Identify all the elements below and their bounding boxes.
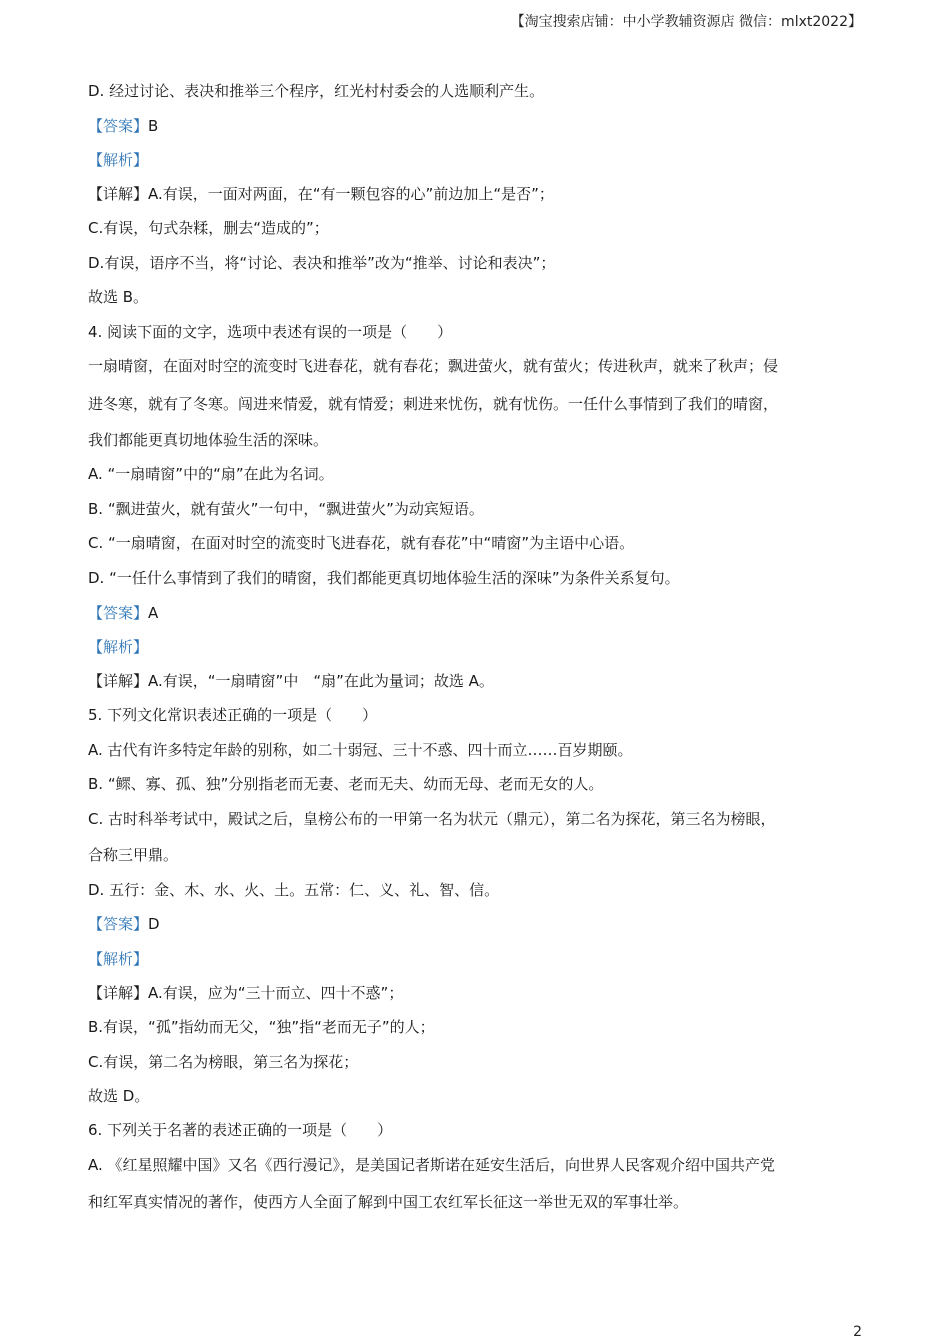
q3-detail-d: D.有误，语序不当，将“讨论、表决和推举”改为“推举、讨论和表决”；: [88, 254, 556, 272]
q5-option-d: D. 五行：金、木、水、火、土。五常：仁、义、礼、智、信。: [88, 881, 500, 899]
q3-option-d: D. 经过讨论、表决和推举三个程序，红光村村委会的人选顺利产生。: [88, 82, 545, 100]
q5-option-b: B. “鳏、寡、孤、独”分别指老而无妻、老而无夫、幼而无母、老而无女的人。: [88, 775, 604, 793]
q5-detail-b: B.有误，“孤”指幼而无父，“独”指“老而无子”的人；: [88, 1018, 435, 1036]
q4-analysis: [88, 637, 148, 657]
q5-analysis: [88, 949, 148, 969]
page-header: 【淘宝搜索店铺：中小学教辅资源店 微信：mlxt2022】: [510, 14, 862, 30]
q6-option-a-cont: 和红军真实情况的著作，使西方人全面了解到中国工农红军长征这一举世无双的军事壮举。: [88, 1193, 689, 1211]
q4-stem: 4. 阅读下面的文字，选项中表述有误的一项是（ ）: [88, 323, 453, 341]
answer-value: B: [148, 117, 159, 135]
q4-passage-line: 进冬寒，就有了冬寒。闯进来情爱，就有情爱；刺进来忧伤，就有忧伤。一任什么事情到了我们的晴窗，: [88, 395, 779, 413]
q5-option-a: A. 古代有许多特定年龄的别称，如二十弱冠、三十不惑、四十而立……百岁期颐。: [88, 741, 633, 759]
q6-stem: 6. 下列关于名著的表述正确的一项是（ ）: [88, 1121, 393, 1139]
q3-conclusion: 故选 B。: [88, 288, 149, 306]
analysis-tag: 【解析】: [88, 638, 149, 656]
q3-detail-a: [88, 184, 554, 204]
analysis-tag: 【解析】: [88, 950, 149, 968]
q5-option-c-cont: 合称三甲鼎。: [88, 846, 179, 864]
q3-answer: [88, 116, 158, 136]
answer-tag: 【答案】: [88, 604, 149, 622]
answer-tag: 【答案】: [88, 915, 149, 933]
q3-detail-c: C.有误，句式杂糅，删去“造成的”；: [88, 219, 329, 237]
detail-tag: 【详解】: [88, 672, 149, 690]
q4-option-c: C. “一扇晴窗，在面对时空的流变时飞进春花，就有春花”中“晴窗”为主语中心语。: [88, 534, 635, 552]
q3-analysis: [88, 150, 148, 170]
q4-detail: [88, 671, 494, 691]
q4-answer: [88, 603, 158, 623]
detail-tag: 【详解】: [88, 984, 149, 1002]
answer-value: D: [148, 915, 160, 933]
analysis-tag: 【解析】: [88, 151, 149, 169]
q4-option-b: B. “飘进萤火，就有萤火”一句中，“飘进萤火”为动宾短语。: [88, 500, 484, 518]
q5-detail-c: C.有误，第二名为榜眼，第三名为探花；: [88, 1053, 359, 1071]
page-number: 2: [853, 1324, 862, 1340]
detail-text: A.有误，一面对两面，在“有一颗包容的心”前边加上“是否”；: [148, 185, 554, 203]
q6-option-a: A. 《红星照耀中国》又名《西行漫记》，是美国记者斯诺在延安生活后，向世界人民客观介绍中国共产党: [88, 1156, 776, 1174]
q4-passage-line: 我们都能更真切地体验生活的深味。: [88, 431, 329, 449]
answer-tag: 【答案】: [88, 117, 149, 135]
q5-stem: 5. 下列文化常识表述正确的一项是（ ）: [88, 706, 378, 724]
detail-tag: 【详解】: [88, 185, 149, 203]
answer-value: A: [148, 604, 159, 622]
detail-text: A.有误，“一扇晴窗”中 “扇”在此为量词；故选 A。: [148, 672, 494, 690]
q4-passage-line: 一扇晴窗，在面对时空的流变时飞进春花，就有春花；飘进萤火，就有萤火；传进秋声，就来了秋声；侵: [88, 357, 779, 375]
q5-conclusion: 故选 D。: [88, 1087, 150, 1105]
q5-option-c: C. 古时科举考试中，殿试之后，皇榜公布的一甲第一名为状元（鼎元），第二名为探花，第三名为榜眼，: [88, 810, 776, 828]
q5-answer: [88, 914, 160, 934]
q4-option-d: D. “一任什么事情到了我们的晴窗，我们都能更真切地体验生活的深味”为条件关系复句。: [88, 569, 680, 587]
q4-option-a: A. “一扇晴窗”中的“扇”在此为名词。: [88, 465, 334, 483]
detail-text: A.有误，应为“三十而立、四十不惑”；: [148, 984, 404, 1002]
q5-detail-a: [88, 983, 403, 1003]
